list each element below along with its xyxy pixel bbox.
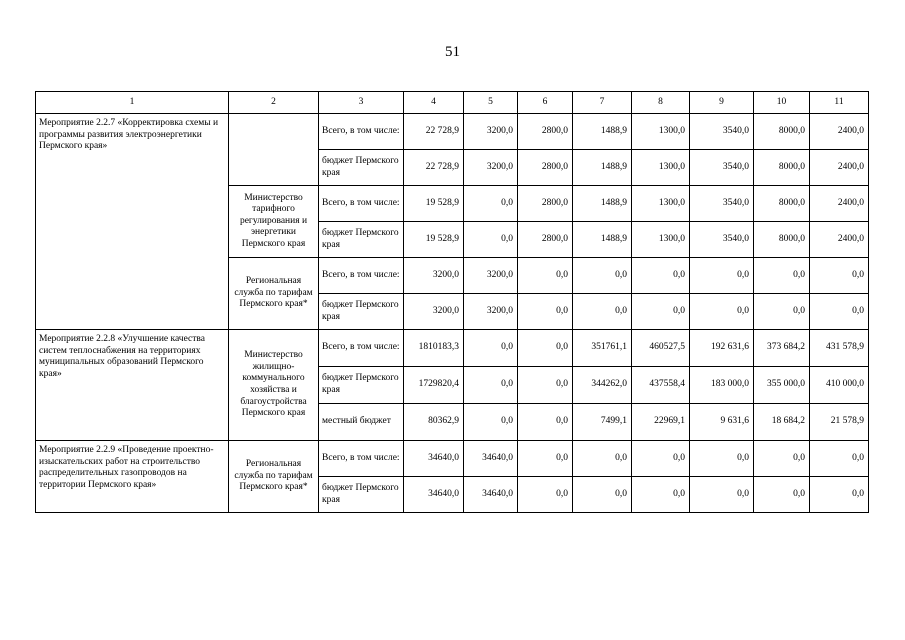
executor-cell: Региональная служба по тарифам Пермского края*	[229, 258, 319, 330]
page-number: 51	[445, 44, 460, 60]
source-cell: Всего, в том числе:	[319, 441, 404, 477]
value-cell: 0,0	[810, 477, 869, 513]
value-cell: 0,0	[690, 477, 754, 513]
value-cell: 2400,0	[810, 186, 869, 222]
value-cell: 355 000,0	[754, 367, 810, 404]
table-row	[36, 114, 869, 150]
value-cell: 0,0	[518, 294, 573, 330]
value-cell: 0,0	[810, 258, 869, 294]
column-header: 10	[754, 92, 810, 114]
source-cell: Всего, в том числе:	[319, 330, 404, 367]
value-cell: 351761,1	[573, 330, 632, 367]
value-cell: 3540,0	[690, 222, 754, 258]
value-cell: 1810183,3	[404, 330, 464, 367]
source-cell: бюджет Пермского края	[319, 294, 404, 330]
source-cell: Всего, в том числе:	[319, 258, 404, 294]
table-row	[36, 330, 869, 367]
value-cell: 0,0	[518, 441, 573, 477]
value-cell: 0,0	[573, 477, 632, 513]
value-cell: 22 728,9	[404, 150, 464, 186]
value-cell: 3200,0	[464, 150, 518, 186]
executor-cell: Министерство тарифного регулирования и энергетики Пермского края	[229, 186, 319, 258]
column-header: 11	[810, 92, 869, 114]
value-cell: 0,0	[518, 404, 573, 441]
value-cell: 3200,0	[404, 258, 464, 294]
value-cell: 373 684,2	[754, 330, 810, 367]
value-cell: 0,0	[518, 367, 573, 404]
value-cell: 0,0	[754, 441, 810, 477]
event-cell: Мероприятие 2.2.7 «Корректировка схемы и программы развития электроэнергетики Пермского края»	[36, 114, 229, 330]
source-cell: бюджет Пермского края	[319, 150, 404, 186]
value-cell: 2800,0	[518, 186, 573, 222]
column-header: 1	[36, 92, 229, 114]
value-cell: 0,0	[573, 294, 632, 330]
value-cell: 2400,0	[810, 222, 869, 258]
value-cell: 431 578,9	[810, 330, 869, 367]
value-cell: 1300,0	[632, 186, 690, 222]
column-header: 3	[319, 92, 404, 114]
value-cell: 1488,9	[573, 150, 632, 186]
source-cell: Всего, в том числе:	[319, 186, 404, 222]
value-cell: 1488,9	[573, 114, 632, 150]
value-cell: 34640,0	[464, 477, 518, 513]
value-cell: 2800,0	[518, 150, 573, 186]
value-cell: 3200,0	[464, 258, 518, 294]
value-cell: 19 528,9	[404, 186, 464, 222]
value-cell: 0,0	[464, 186, 518, 222]
table-body	[36, 114, 869, 513]
value-cell: 0,0	[690, 294, 754, 330]
value-cell: 460527,5	[632, 330, 690, 367]
funding-table	[35, 91, 869, 513]
value-cell: 0,0	[632, 294, 690, 330]
value-cell: 1300,0	[632, 114, 690, 150]
value-cell: 410 000,0	[810, 367, 869, 404]
value-cell: 8000,0	[754, 222, 810, 258]
value-cell: 22 728,9	[404, 114, 464, 150]
value-cell: 3200,0	[404, 294, 464, 330]
column-header: 2	[229, 92, 319, 114]
value-cell: 8000,0	[754, 150, 810, 186]
event-cell: Мероприятие 2.2.9 «Проведение проектно-изыскательских работ на строительство распределительных газопроводов на территории Пермского края»	[36, 441, 229, 513]
value-cell: 183 000,0	[690, 367, 754, 404]
column-header: 7	[573, 92, 632, 114]
value-cell: 3200,0	[464, 114, 518, 150]
value-cell: 3540,0	[690, 186, 754, 222]
value-cell: 0,0	[573, 441, 632, 477]
value-cell: 192 631,6	[690, 330, 754, 367]
value-cell: 0,0	[464, 222, 518, 258]
value-cell: 0,0	[690, 441, 754, 477]
value-cell: 2800,0	[518, 114, 573, 150]
value-cell: 0,0	[518, 330, 573, 367]
value-cell: 2400,0	[810, 114, 869, 150]
source-cell: бюджет Пермского края	[319, 367, 404, 404]
value-cell: 8000,0	[754, 186, 810, 222]
value-cell: 18 684,2	[754, 404, 810, 441]
table-row	[36, 441, 869, 477]
value-cell: 0,0	[464, 367, 518, 404]
value-cell: 2400,0	[810, 150, 869, 186]
value-cell: 7499,1	[573, 404, 632, 441]
value-cell: 3540,0	[690, 114, 754, 150]
event-cell: Мероприятие 2.2.8 «Улучшение качества систем теплоснабжения на территориях муниципальных образований Пермского края»	[36, 330, 229, 441]
executor-cell	[229, 114, 319, 186]
value-cell: 1300,0	[632, 222, 690, 258]
column-header: 8	[632, 92, 690, 114]
value-cell: 1488,9	[573, 186, 632, 222]
value-cell: 0,0	[754, 477, 810, 513]
value-cell: 0,0	[632, 441, 690, 477]
value-cell: 0,0	[518, 477, 573, 513]
value-cell: 34640,0	[404, 441, 464, 477]
value-cell: 1300,0	[632, 150, 690, 186]
value-cell: 80362,9	[404, 404, 464, 441]
column-header: 9	[690, 92, 754, 114]
value-cell: 0,0	[690, 258, 754, 294]
value-cell: 0,0	[518, 258, 573, 294]
value-cell: 0,0	[754, 294, 810, 330]
value-cell: 34640,0	[404, 477, 464, 513]
value-cell: 8000,0	[754, 114, 810, 150]
value-cell: 0,0	[810, 441, 869, 477]
column-header: 6	[518, 92, 573, 114]
column-header: 4	[404, 92, 464, 114]
value-cell: 19 528,9	[404, 222, 464, 258]
executor-cell: Министерство жилищно-коммунального хозяйства и благоустройства Пермского края	[229, 330, 319, 441]
value-cell: 21 578,9	[810, 404, 869, 441]
value-cell: 3200,0	[464, 294, 518, 330]
value-cell: 1488,9	[573, 222, 632, 258]
value-cell: 0,0	[810, 294, 869, 330]
value-cell: 0,0	[632, 258, 690, 294]
value-cell: 0,0	[632, 477, 690, 513]
source-cell: бюджет Пермского края	[319, 477, 404, 513]
value-cell: 437558,4	[632, 367, 690, 404]
value-cell: 344262,0	[573, 367, 632, 404]
source-cell: бюджет Пермского края	[319, 222, 404, 258]
header-row	[36, 92, 869, 114]
column-header: 5	[464, 92, 518, 114]
source-cell: Всего, в том числе:	[319, 114, 404, 150]
value-cell: 0,0	[754, 258, 810, 294]
value-cell: 9 631,6	[690, 404, 754, 441]
value-cell: 34640,0	[464, 441, 518, 477]
value-cell: 0,0	[464, 330, 518, 367]
value-cell: 1729820,4	[404, 367, 464, 404]
source-cell: местный бюджет	[319, 404, 404, 441]
value-cell: 22969,1	[632, 404, 690, 441]
executor-cell: Региональная служба по тарифам Пермского края*	[229, 441, 319, 513]
value-cell: 2800,0	[518, 222, 573, 258]
value-cell: 0,0	[464, 404, 518, 441]
value-cell: 0,0	[573, 258, 632, 294]
value-cell: 3540,0	[690, 150, 754, 186]
